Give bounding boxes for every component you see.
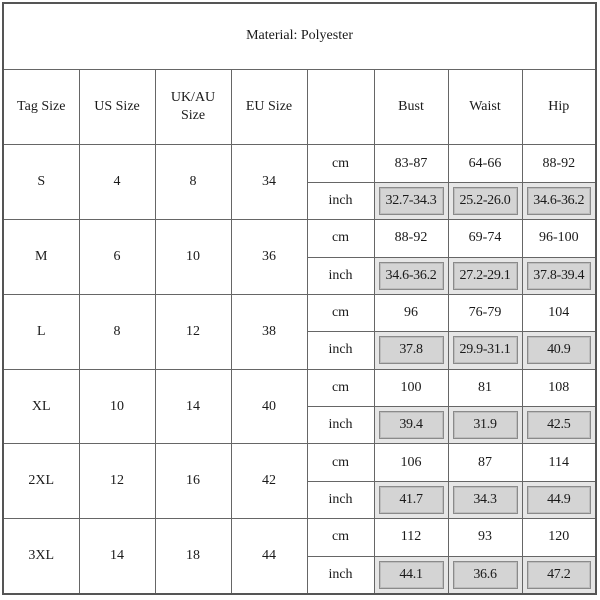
bust-cm-cell: 83-87 xyxy=(374,145,448,182)
tag-size-cell: S xyxy=(3,145,79,220)
hip-inch-cell xyxy=(522,407,596,444)
uk-au-size-cell: 16 xyxy=(155,444,231,519)
bust-inch-cell xyxy=(374,257,448,294)
header-unit xyxy=(307,69,374,145)
waist-cm-cell: 93 xyxy=(448,519,522,556)
bust-inch-value: 34.6-36.2 xyxy=(379,262,444,290)
unit-cm-cell: cm xyxy=(307,145,374,182)
bust-inch-cell xyxy=(374,481,448,518)
eu-size-cell: 40 xyxy=(231,369,307,444)
size-chart xyxy=(2,2,595,595)
header-us-size: US Size xyxy=(79,69,155,145)
tag-size-cell: M xyxy=(3,220,79,295)
unit-cm-cell: cm xyxy=(307,220,374,257)
waist-inch-value: 27.2-29.1 xyxy=(453,262,518,290)
waist-cm-cell: 76-79 xyxy=(448,294,522,331)
us-size-cell: 12 xyxy=(79,444,155,519)
waist-inch-cell xyxy=(448,556,522,594)
table-row xyxy=(3,220,596,257)
hip-inch-cell xyxy=(522,332,596,369)
waist-inch-cell xyxy=(448,332,522,369)
waist-inch-value: 25.2-26.0 xyxy=(453,187,518,215)
bust-inch-value: 41.7 xyxy=(379,486,444,514)
header-uk-au-line2: Size xyxy=(180,108,206,124)
bust-inch-value: 32.7-34.3 xyxy=(379,187,444,215)
us-size-cell: 6 xyxy=(79,220,155,295)
bust-cm-cell: 100 xyxy=(374,369,448,406)
hip-cm-cell: 88-92 xyxy=(522,145,596,182)
waist-inch-cell xyxy=(448,182,522,219)
waist-cm-cell: 81 xyxy=(448,369,522,406)
uk-au-size-cell: 18 xyxy=(155,519,231,594)
us-size-cell: 10 xyxy=(79,369,155,444)
bust-cm-cell: 112 xyxy=(374,519,448,556)
waist-inch-value: 29.9-31.1 xyxy=(453,336,518,364)
bust-inch-value: 44.1 xyxy=(379,561,444,589)
bust-inch-value: 37.8 xyxy=(379,336,444,364)
unit-inch-cell: inch xyxy=(307,257,374,294)
waist-cm-cell: 64-66 xyxy=(448,145,522,182)
eu-size-cell: 34 xyxy=(231,145,307,220)
bust-cm-cell: 96 xyxy=(374,294,448,331)
hip-inch-value: 44.9 xyxy=(527,486,592,514)
tag-size-cell: 2XL xyxy=(3,444,79,519)
bust-inch-value: 39.4 xyxy=(379,411,444,439)
eu-size-cell: 44 xyxy=(231,519,307,594)
hip-inch-cell xyxy=(522,257,596,294)
hip-inch-value: 40.9 xyxy=(527,336,592,364)
unit-inch-cell: inch xyxy=(307,332,374,369)
hip-cm-cell: 120 xyxy=(522,519,596,556)
hip-cm-cell: 108 xyxy=(522,369,596,406)
waist-inch-cell xyxy=(448,257,522,294)
bust-cm-cell: 88-92 xyxy=(374,220,448,257)
header-eu-size: EU Size xyxy=(231,69,307,145)
header-uk-au-size xyxy=(155,69,231,145)
hip-inch-value: 42.5 xyxy=(527,411,592,439)
waist-inch-cell xyxy=(448,481,522,518)
hip-inch-cell xyxy=(522,481,596,518)
table-row xyxy=(3,145,596,182)
waist-inch-value: 36.6 xyxy=(453,561,518,589)
unit-cm-cell: cm xyxy=(307,369,374,406)
unit-inch-cell: inch xyxy=(307,182,374,219)
table-title: Material: Polyester xyxy=(3,3,596,69)
bust-inch-cell xyxy=(374,556,448,594)
uk-au-size-cell: 12 xyxy=(155,294,231,369)
us-size-cell: 14 xyxy=(79,519,155,594)
table-row xyxy=(3,369,596,406)
header-hip: Hip xyxy=(522,69,596,145)
bust-cm-cell: 106 xyxy=(374,444,448,481)
waist-cm-cell: 69-74 xyxy=(448,220,522,257)
hip-inch-cell xyxy=(522,182,596,219)
title-row xyxy=(3,3,596,69)
uk-au-size-cell: 10 xyxy=(155,220,231,295)
hip-cm-cell: 114 xyxy=(522,444,596,481)
tag-size-cell: L xyxy=(3,294,79,369)
uk-au-size-cell: 8 xyxy=(155,145,231,220)
unit-cm-cell: cm xyxy=(307,444,374,481)
unit-inch-cell: inch xyxy=(307,481,374,518)
waist-inch-cell xyxy=(448,407,522,444)
header-bust: Bust xyxy=(374,69,448,145)
header-row xyxy=(3,69,596,145)
header-waist: Waist xyxy=(448,69,522,145)
waist-inch-value: 31.9 xyxy=(453,411,518,439)
eu-size-cell: 38 xyxy=(231,294,307,369)
table-row xyxy=(3,444,596,481)
unit-cm-cell: cm xyxy=(307,519,374,556)
table-row xyxy=(3,294,596,331)
waist-inch-value: 34.3 xyxy=(453,486,518,514)
us-size-cell: 4 xyxy=(79,145,155,220)
unit-inch-cell: inch xyxy=(307,556,374,594)
table-row xyxy=(3,519,596,556)
unit-cm-cell: cm xyxy=(307,294,374,331)
hip-inch-value: 47.2 xyxy=(527,561,592,589)
unit-inch-cell: inch xyxy=(307,407,374,444)
eu-size-cell: 42 xyxy=(231,444,307,519)
hip-cm-cell: 96-100 xyxy=(522,220,596,257)
bust-inch-cell xyxy=(374,332,448,369)
bust-inch-cell xyxy=(374,182,448,219)
hip-inch-value: 34.6-36.2 xyxy=(527,187,592,215)
size-table xyxy=(2,2,597,595)
hip-inch-value: 37.8-39.4 xyxy=(527,262,592,290)
uk-au-size-cell: 14 xyxy=(155,369,231,444)
hip-cm-cell: 104 xyxy=(522,294,596,331)
us-size-cell: 8 xyxy=(79,294,155,369)
header-uk-au-line1: UK/AU xyxy=(170,90,216,106)
eu-size-cell: 36 xyxy=(231,220,307,295)
bust-inch-cell xyxy=(374,407,448,444)
tag-size-cell: XL xyxy=(3,369,79,444)
waist-cm-cell: 87 xyxy=(448,444,522,481)
header-tag-size: Tag Size xyxy=(3,69,79,145)
hip-inch-cell xyxy=(522,556,596,594)
tag-size-cell: 3XL xyxy=(3,519,79,594)
